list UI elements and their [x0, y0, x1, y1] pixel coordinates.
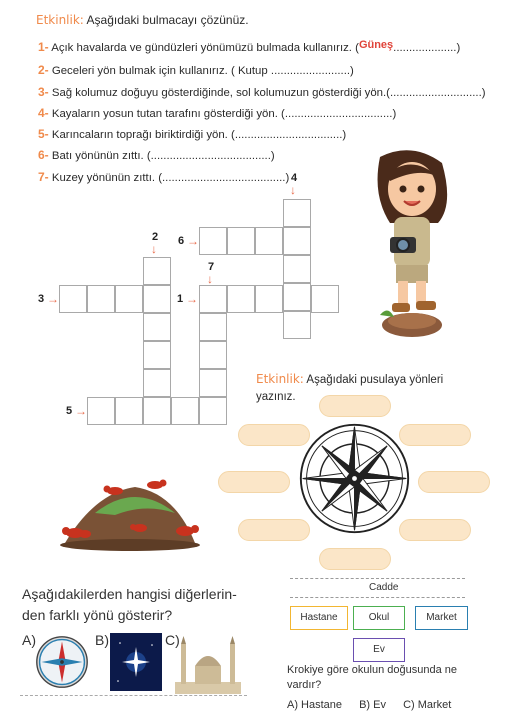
crossword-cell[interactable]: [199, 285, 227, 313]
arrow-right-icon: →: [75, 404, 87, 418]
clue-number-7: 7: [208, 261, 215, 273]
activity-instruction: Aşağıdaki pusulaya yönleri yazınız.: [256, 374, 444, 403]
crossword-cell[interactable]: [143, 369, 171, 397]
question-6: 6- Batı yönünün zıttı. (......................................): [38, 148, 275, 162]
building-market: Market: [415, 606, 468, 630]
crossword-cell[interactable]: [115, 285, 143, 313]
crossword-cell[interactable]: [227, 227, 255, 255]
compass-rose-icon: [297, 421, 412, 536]
arrow-down-icon: ↓: [151, 242, 157, 256]
crossword-cell[interactable]: [143, 257, 171, 285]
answer-blank[interactable]: .......................................: [162, 172, 286, 184]
crossword-cell[interactable]: [283, 283, 311, 311]
crossword-cell[interactable]: [283, 199, 311, 227]
question-3: 3- Sağ kolumuz doğuyu gösterdiğinde, sol kolumuzun gösterdiği yön.(.............................): [38, 85, 486, 99]
direction-answer-field[interactable]: [319, 548, 391, 570]
crossword-cell[interactable]: [199, 369, 227, 397]
answer-text[interactable]: Güneş: [358, 39, 394, 51]
answer-blank[interactable]: .............................: [389, 87, 482, 99]
crossword-cell[interactable]: [227, 285, 255, 313]
option-b[interactable]: B) Ev: [359, 699, 386, 711]
building-hastane: Hastane: [290, 606, 348, 630]
arrow-down-icon: ↓: [207, 272, 213, 286]
direction-answer-field[interactable]: [319, 395, 391, 417]
crossword-cell[interactable]: [59, 285, 87, 313]
crossword-cell[interactable]: [283, 227, 311, 255]
question-2: 2- Geceleri yön bulmak için kullanırız. ( Kutup .........................): [38, 63, 354, 77]
option-c-label: C): [165, 632, 180, 648]
question-4-options: [287, 699, 451, 711]
street-line: [290, 597, 465, 598]
question-1: 1- Açık havalarda ve gündüzleri yönümüzü bulmada kullanırız. (Güneş....................): [38, 39, 461, 54]
building-ev: Ev: [353, 638, 405, 662]
option-b-label: B): [95, 632, 109, 648]
arrow-right-icon: →: [187, 234, 199, 248]
question-different-direction: Aşağıdakilerden hangisi diğerlerin-den farklı yönü gösterir?: [22, 586, 237, 623]
activity-label: Etkinlik:: [36, 13, 84, 27]
crossword-cell[interactable]: [199, 227, 227, 255]
explorer-girl-illustration: [350, 145, 475, 345]
mosque-option-icon[interactable]: [175, 636, 241, 694]
question-5: 5- Karıncaların toprağı biriktirdiği yön. (..................................): [38, 127, 347, 141]
answer-blank[interactable]: ..................................: [234, 129, 343, 141]
crossword-cell[interactable]: [143, 313, 171, 341]
divider: [20, 695, 247, 696]
street-label: Cadde: [369, 582, 399, 593]
crossword-cell[interactable]: [199, 313, 227, 341]
crossword-cell[interactable]: [283, 311, 311, 339]
clue-number-2: 2: [152, 231, 159, 243]
option-c[interactable]: C) Market: [403, 699, 452, 711]
crossword-cell[interactable]: [255, 285, 283, 313]
street-line: [290, 578, 465, 579]
question-east-of-school: Krokiye göre okulun doğusunda ne vardır?: [287, 664, 458, 691]
crossword-cell[interactable]: [199, 397, 227, 425]
crossword-cell[interactable]: [283, 255, 311, 283]
question-7: 7- Kuzey yönünün zıttı. (.......................................): [38, 170, 290, 184]
clue-number-4: 4: [291, 172, 298, 184]
crossword-cell[interactable]: [311, 285, 339, 313]
clue-number-5: 5: [66, 405, 73, 417]
activity-label: Etkinlik:: [256, 372, 304, 386]
answer-blank[interactable]: ......................................: [150, 150, 271, 162]
option-a-label: A): [22, 632, 36, 648]
answer-blank[interactable]: ..................................: [284, 108, 393, 120]
answer-blank[interactable]: .........................: [270, 65, 351, 77]
building-okul: Okul: [353, 606, 405, 630]
crossword-cell[interactable]: [143, 397, 171, 425]
crossword-cell[interactable]: [199, 341, 227, 369]
ant-hill-illustration: [45, 473, 210, 551]
arrow-right-icon: →: [186, 292, 198, 306]
question-4: 4- Kayaların yosun tutan tarafını gösterdiği yön. (..................................): [38, 106, 397, 120]
clue-number-3: 3: [38, 293, 45, 305]
crossword-cell[interactable]: [115, 397, 143, 425]
arrow-down-icon: ↓: [290, 183, 296, 197]
crossword-cell[interactable]: [143, 341, 171, 369]
clue-number-1: 1: [177, 293, 184, 305]
clue-number-6: 6: [178, 235, 185, 247]
compass-option-icon[interactable]: [34, 634, 90, 690]
activity-title: [36, 13, 249, 27]
direction-answer-field[interactable]: [418, 471, 490, 493]
crossword-cell[interactable]: [255, 227, 283, 255]
option-a[interactable]: A) Hastane: [287, 699, 343, 711]
activity-instruction: Aşağıdaki bulmacayı çözünüz.: [86, 13, 249, 27]
crossword-cell[interactable]: [87, 285, 115, 313]
crossword-cell[interactable]: [87, 397, 115, 425]
arrow-right-icon: →: [47, 292, 59, 306]
crossword-cell[interactable]: [143, 285, 171, 313]
north-star-option-icon[interactable]: [110, 633, 162, 691]
direction-answer-field[interactable]: [218, 471, 290, 493]
crossword-cell[interactable]: [171, 397, 199, 425]
